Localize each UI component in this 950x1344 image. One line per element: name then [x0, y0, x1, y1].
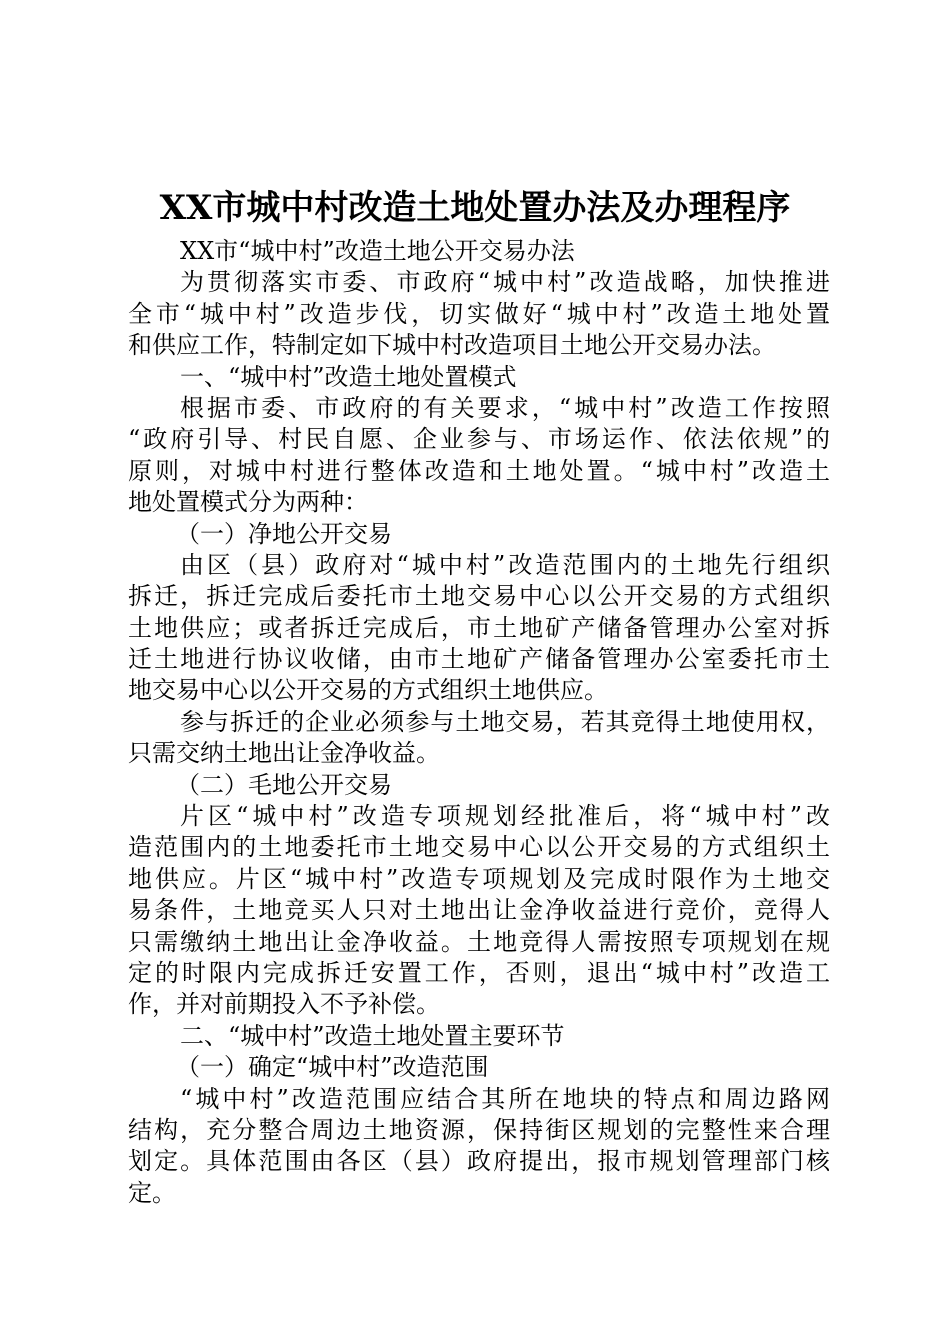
paragraph-line: 原则，对城中村进行整体改造和土地处置。“城中村”改造土	[128, 456, 830, 485]
document-title: XX市城中村改造土地处置办法及办理程序	[159, 188, 791, 228]
paragraph-line: 定。	[128, 1178, 176, 1207]
section-heading: 一、“城中村”改造土地处置模式	[180, 362, 517, 391]
paragraph-line: 只需交纳土地出让金净收益。	[128, 739, 440, 768]
subsection-heading: （二）毛地公开交易	[176, 770, 392, 799]
paragraph-line: 造范围内的土地委托市土地交易中心以公开交易的方式组织土	[128, 833, 830, 862]
section-heading: 二、“城中村”改造土地处置主要环节	[180, 1021, 565, 1050]
paragraph-line: 根据市委、市政府的有关要求，“城中村”改造工作按照	[180, 393, 830, 422]
paragraph-line: “城中村”改造范围应结合其所在地块的特点和周边路网	[180, 1084, 830, 1113]
paragraph-line: 和供应工作，特制定如下城中村改造项目土地公开交易办法。	[128, 331, 776, 360]
paragraph-line: 只需缴纳土地出让金净收益。土地竞得人需按照专项规划在规	[128, 927, 830, 956]
paragraph-line: 拆迁，拆迁完成后委托市土地交易中心以公开交易的方式组织	[128, 582, 830, 611]
paragraph-line: 迁土地进行协议收储，由市土地矿产储备管理办公室委托市土	[128, 645, 830, 674]
paragraph-line: 由区（县）政府对“城中村”改造范围内的土地先行组织	[180, 550, 830, 579]
paragraph-line: “政府引导、村民自愿、企业参与、市场运作、依法依规”的	[128, 425, 830, 454]
section-heading: XX市“城中村”改造土地公开交易办法	[180, 237, 575, 265]
paragraph-line: 片区“城中村”改造专项规划经批准后，将“城中村”改	[180, 802, 830, 831]
paragraph-line: 结构，充分整合周边土地资源，保持街区规划的完整性来合理	[128, 1115, 830, 1144]
paragraph-line: 地供应。片区“城中村”改造专项规划及完成时限作为土地交	[128, 864, 830, 893]
subsection-heading: （一）确定“城中村”改造范围	[176, 1053, 489, 1082]
paragraph-line: 全市“城中村”改造步伐，切实做好“城中村”改造土地处置	[128, 299, 830, 328]
document-body	[128, 236, 830, 1209]
subsection-heading: （一）净地公开交易	[176, 519, 392, 548]
paragraph-line: 作，并对前期投入不予补偿。	[128, 990, 440, 1019]
paragraph-line: 地交易中心以公开交易的方式组织土地供应。	[128, 676, 608, 705]
paragraph-line: 土地供应；或者拆迁完成后，市土地矿产储备管理办公室对拆	[128, 613, 830, 642]
paragraph-line: 参与拆迁的企业必须参与土地交易，若其竞得土地使用权，	[180, 707, 830, 736]
paragraph-line: 划定。具体范围由各区（县）政府提出，报市规划管理部门核	[128, 1147, 830, 1176]
paragraph-line: 地处置模式分为两种：	[128, 488, 368, 517]
paragraph-line: 易条件，土地竞买人只对土地出让金净收益进行竞价，竞得人	[128, 896, 830, 925]
paragraph-line: 定的时限内完成拆迁安置工作，否则，退出“城中村”改造工	[128, 958, 830, 987]
paragraph-line: 为贯彻落实市委、市政府“城中村”改造战略，加快推进	[180, 268, 830, 297]
